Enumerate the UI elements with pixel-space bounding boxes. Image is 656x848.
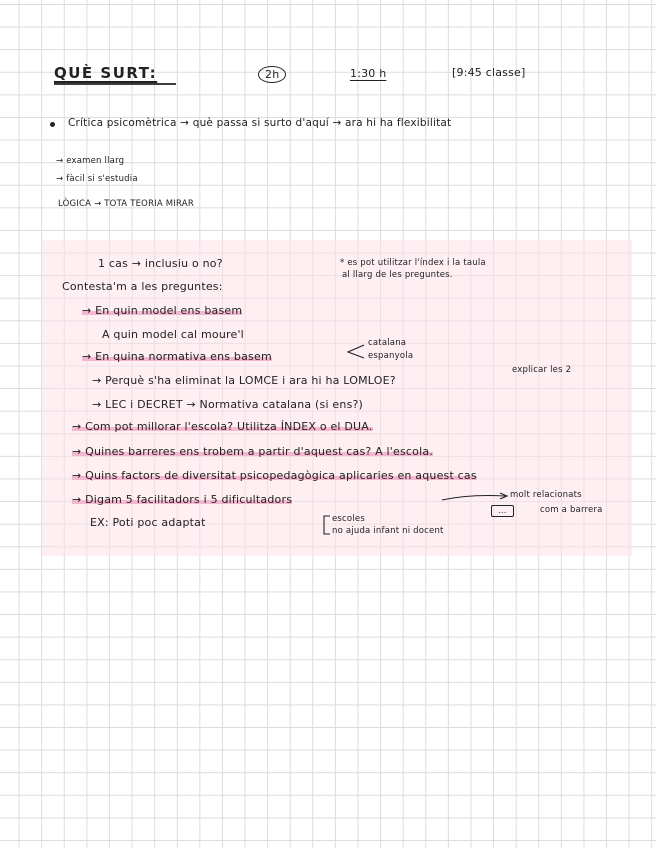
side-note-2: al llarg de les preguntes. (342, 270, 453, 280)
note-line-1: → examen llarg (56, 156, 125, 166)
schedule-label: [9:45 classe] (452, 66, 526, 79)
sub-note-1: escoles (332, 514, 365, 524)
question-1-text: → En quin model ens basem (82, 304, 243, 317)
question-2-text: → En quina normativa ens basem (82, 350, 272, 363)
note-line-3: LÒGICA → TOTA TEORIA MIRAR (58, 199, 194, 209)
question-3: → Perquè s'ha eliminat la LOMCE i ara hi ha LOMLOE? (92, 374, 396, 387)
question-7-text: → Quins factors de diversitat psicopedagògica aplicaries en aquest cas (72, 469, 477, 482)
question-5-text: → Com pot millorar l'escola? Utilitza ÍNDEX o el DUA. (72, 420, 373, 433)
question-8-note: molt relacionats (510, 490, 582, 500)
question-8-box-note: com a barrera (540, 505, 603, 515)
bullet-text: Crítica psicomètrica → què passa si surto d'aquí → ara hi ha flexibilitat (68, 117, 452, 129)
example-line: EX: Poti poc adaptat (90, 516, 206, 529)
page-title: QUÈ SURT: (54, 64, 158, 82)
question-1b: A quin model cal moure'l (102, 328, 244, 341)
case-intro: Contesta'm a les preguntes: (62, 280, 223, 293)
question-8-text: → Digam 5 facilitadors i 5 dificultadors (72, 493, 293, 506)
sub-note-2: no ajuda infant ni docent (332, 526, 444, 536)
question-8-box: ... (491, 505, 514, 517)
duration-circle: 2h (258, 66, 286, 83)
case-heading: 1 cas → inclusiu o no? (98, 257, 223, 270)
question-3-note: explicar les 2 (512, 365, 572, 375)
side-note-1: * es pot utilitzar l'índex i la taula (340, 258, 486, 268)
question-2-option-1: catalana (368, 338, 407, 348)
question-6-text: → Quines barreres ens trobem a partir d'aquest cas? A l'escola. (72, 445, 434, 458)
note-line-2: → fàcil si s'estudia (56, 174, 138, 184)
question-4: → LEC i DECRET → Normativa catalana (si ens?) (92, 398, 364, 411)
question-2-option-2: espanyola (368, 351, 414, 361)
time-label: 1:30 h (350, 67, 387, 80)
